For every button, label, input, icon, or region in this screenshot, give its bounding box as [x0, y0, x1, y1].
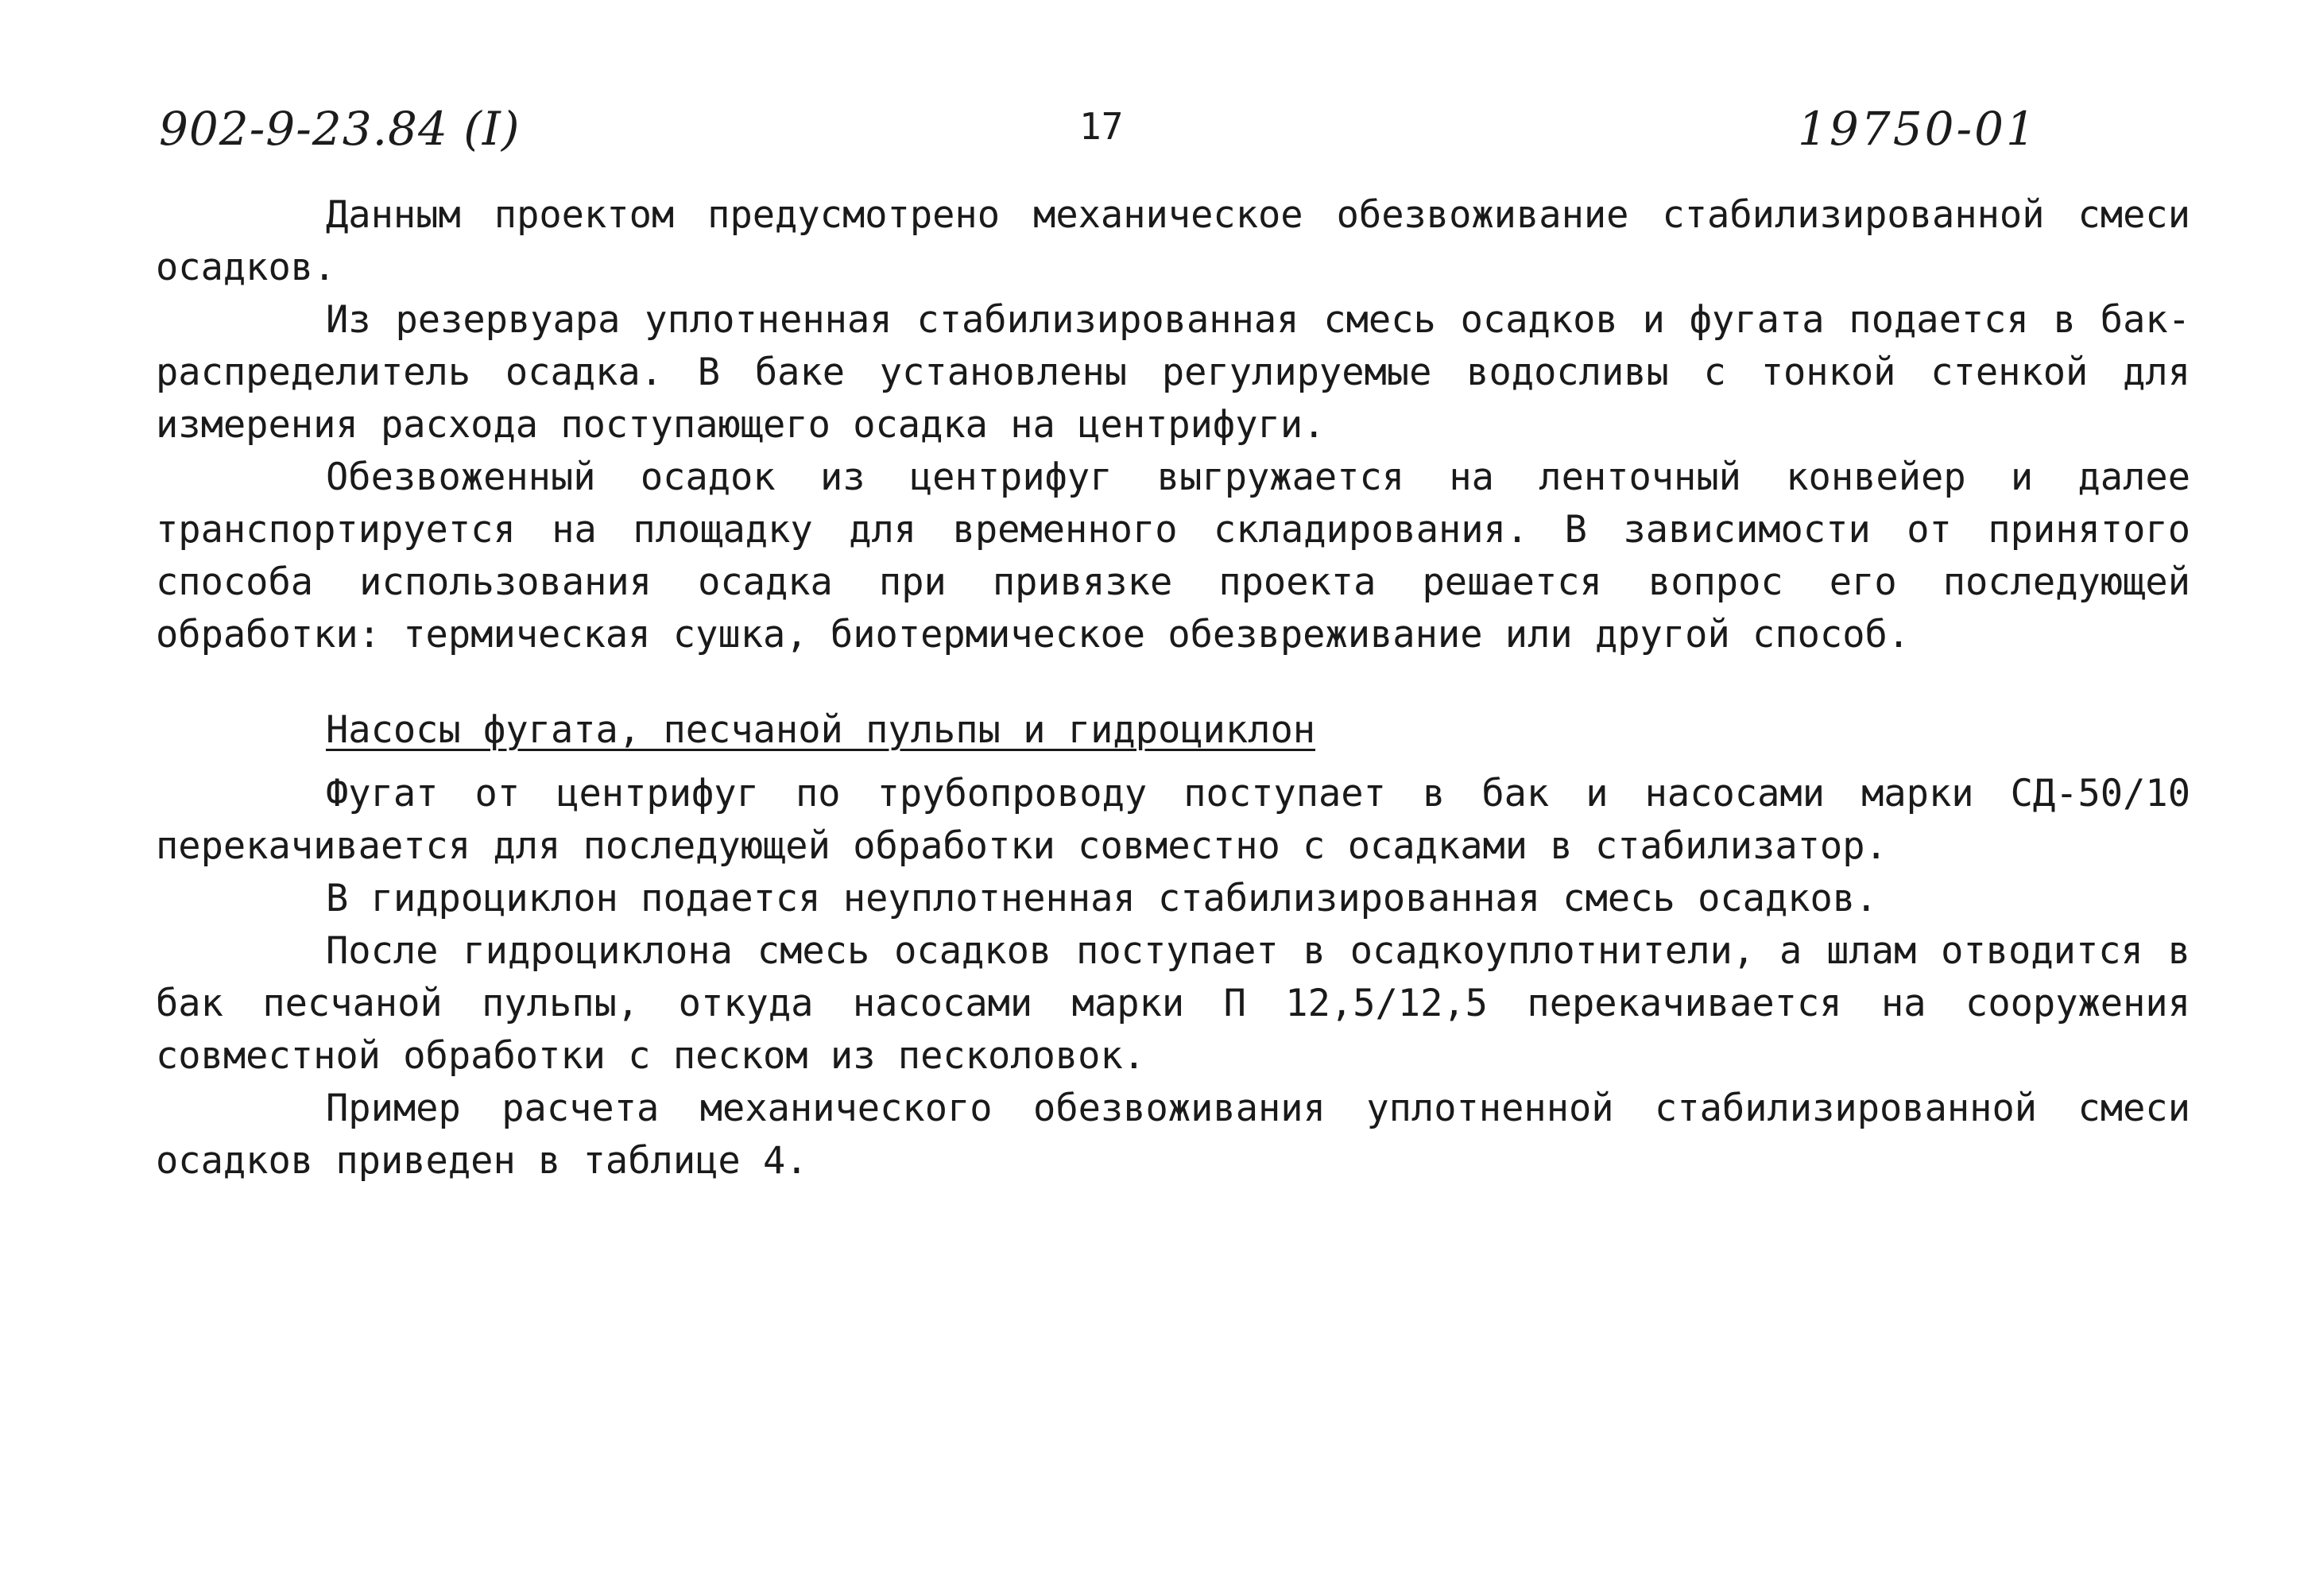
- paragraph: Обезвоженный осадок из центрифуг выгружается на ленточный конвейер и далее транспортируется на площадку для временного складирования. В зависимости от принятого способа использования осадка при привязке проекта решается вопрос его последующей обработки: термическая сушка, биотермическое обезвреживание или другой способ.: [156, 455, 2190, 657]
- document-number-handwritten: 19750-01: [1798, 102, 2038, 156]
- section-heading: Насосы фугата, песчаной пульпы и гидроциклон: [326, 708, 1316, 752]
- paragraph: Пример расчета механического обезвоживания уплотненной стабилизированной смеси осадков приведен в таблице 4.: [156, 1087, 2190, 1183]
- document-body: [156, 189, 2190, 1187]
- paragraph: Фугат от центрифуг по трубопроводу поступает в бак и насосами марки СД-50/10 перекачивается для последующей обработки совместно с осадками в стабилизатор.: [156, 772, 2190, 868]
- document-code-handwritten: 902-9-23.84 (I): [159, 102, 521, 156]
- paragraph: Данным проектом предусмотрено механическое обезвоживание стабилизированной смеси осадков.: [156, 193, 2190, 289]
- page-number: 17: [1079, 105, 1124, 148]
- paragraph: После гидроциклона смесь осадков поступает в осадкоуплотнители, а шлам отводится в бак песчаной пульпы, откуда насосами марки П 12,5/12,5 перекачивается на сооружения совместной обработки с песком из песколовок.: [156, 929, 2190, 1078]
- paragraph: В гидроциклон подается неуплотненная стабилизированная смесь осадков.: [326, 877, 1878, 920]
- paragraph: Из резервуара уплотненная стабилизированная смесь осадков и фугата подается в бак-распределитель осадка. В баке установлены регулируемые водосливы с тонкой стенкой для измерения расхода поступающего осадка на центрифуги.: [156, 298, 2190, 447]
